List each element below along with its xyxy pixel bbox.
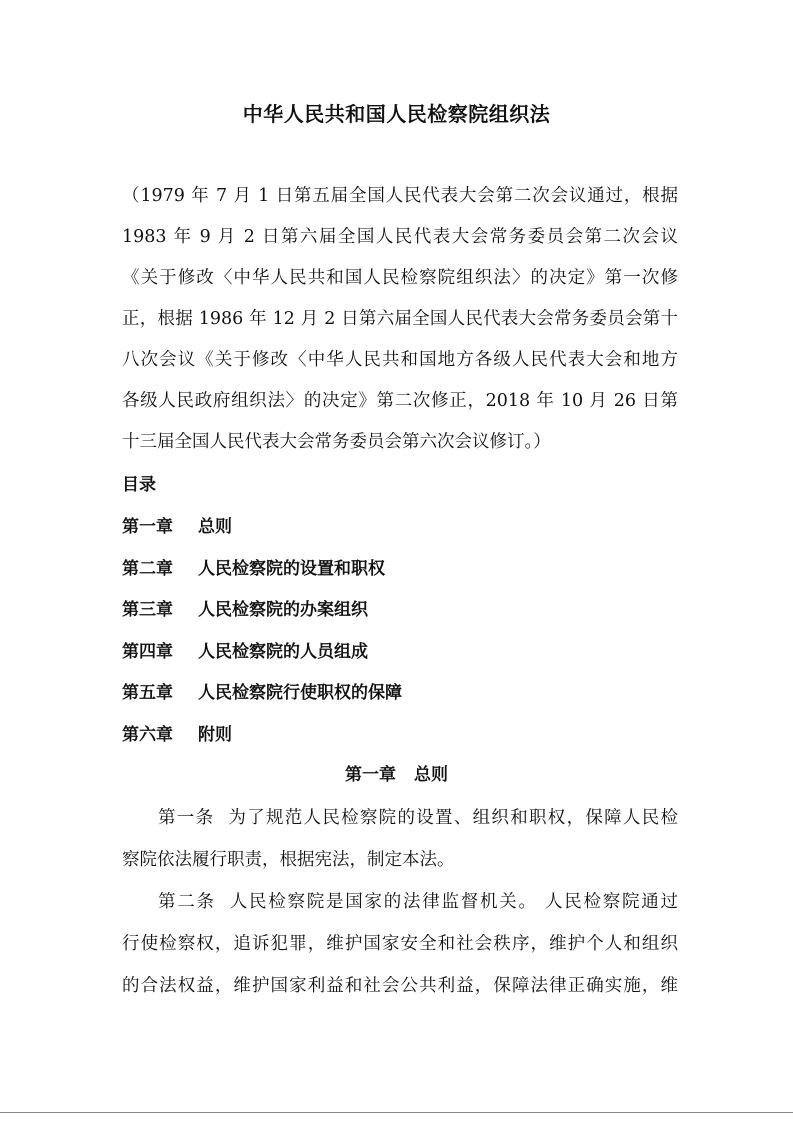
chapter-body: [122, 797, 678, 1007]
article-line: [122, 797, 678, 839]
article-line: [122, 881, 678, 923]
preamble-line: 《关于修改〈中华人民共和国人民检察院组织法〉的决定》第一次修: [122, 268, 678, 288]
toc-item-chapter-2: [122, 554, 678, 596]
toc-chapter-title: 人民检察院的办案组织: [198, 600, 368, 621]
toc-chapter-title: 人民检察院的人员组成: [198, 641, 368, 662]
article-line: 行使检察权，追诉犯罪，维护国家安全和社会秩序，维护个人和组织: [122, 934, 678, 954]
document-title: 中华人民共和国人民检察院组织法: [242, 102, 551, 126]
article-line: 的合法权益，维护国家利益和社会公共利益，保障法律正确实施，维: [122, 976, 678, 996]
toc-chapter-number: 第四章: [122, 641, 173, 662]
article-line: 察院依法履行职责，根据宪法，制定本法。: [122, 850, 455, 870]
toc-chapter-title: 人民检察院行使职权的保障: [198, 683, 402, 704]
chapter-number: 第一章: [345, 765, 396, 785]
article-label: 第二条: [158, 892, 216, 912]
toc-item-chapter-4: [122, 637, 678, 679]
toc-chapter-title: 附则: [198, 724, 232, 745]
toc-chapter-number: 第五章: [122, 683, 173, 704]
toc-item-chapter-3: [122, 595, 678, 637]
toc-chapter-title: 总则: [198, 517, 232, 537]
toc-chapter-title: 人民检察院的设置和职权: [198, 558, 385, 579]
article-text: 人民检察院是国家的法律监督机关。 人民检察院通过: [229, 892, 678, 912]
preamble-line: （1979 年 7 月 1 日第五届全国人民代表大会第二次会议通过，根据: [122, 186, 678, 206]
page-bottom-rule: [0, 1112, 793, 1113]
toc-chapter-number: 第六章: [122, 724, 173, 745]
toc-chapter-number: 第三章: [122, 600, 173, 621]
table-of-contents: [122, 470, 678, 762]
preamble-line: 各级人民政府组织法〉的决定》第二次修正，2018 年 10 月 26 日第: [122, 391, 678, 411]
article-2: [122, 881, 678, 1007]
toc-chapter-number: 第二章: [122, 558, 173, 579]
chapter-title: 总则: [414, 765, 448, 785]
preamble-line: 1983 年 9 月 2 日第六届全国人民代表大会常务委员会第二次会议: [122, 227, 678, 247]
preamble-line: 正，根据 1986 年 12 月 2 日第六届全国人民代表大会常务委员会第十: [122, 309, 678, 329]
chapter-heading: [0, 760, 793, 785]
preamble: [122, 176, 678, 463]
toc-item-chapter-6: [122, 720, 678, 762]
preamble-line: 十三届全国人民代表大会常务委员会第六次会议修订。）: [122, 432, 551, 452]
article-text: 为了规范人民检察院的设置、组织和职权，保障人民检: [228, 808, 678, 828]
toc-chapter-number: 第一章: [122, 517, 173, 537]
toc-item-chapter-1: [122, 512, 678, 554]
article-1: [122, 797, 678, 881]
article-label: 第一条: [158, 808, 215, 828]
toc-item-chapter-5: [122, 678, 678, 720]
preamble-line: 八次会议《关于修改〈中华人民共和国地方各级人民代表大会和地方: [122, 350, 678, 370]
toc-heading: 目录: [122, 475, 156, 495]
